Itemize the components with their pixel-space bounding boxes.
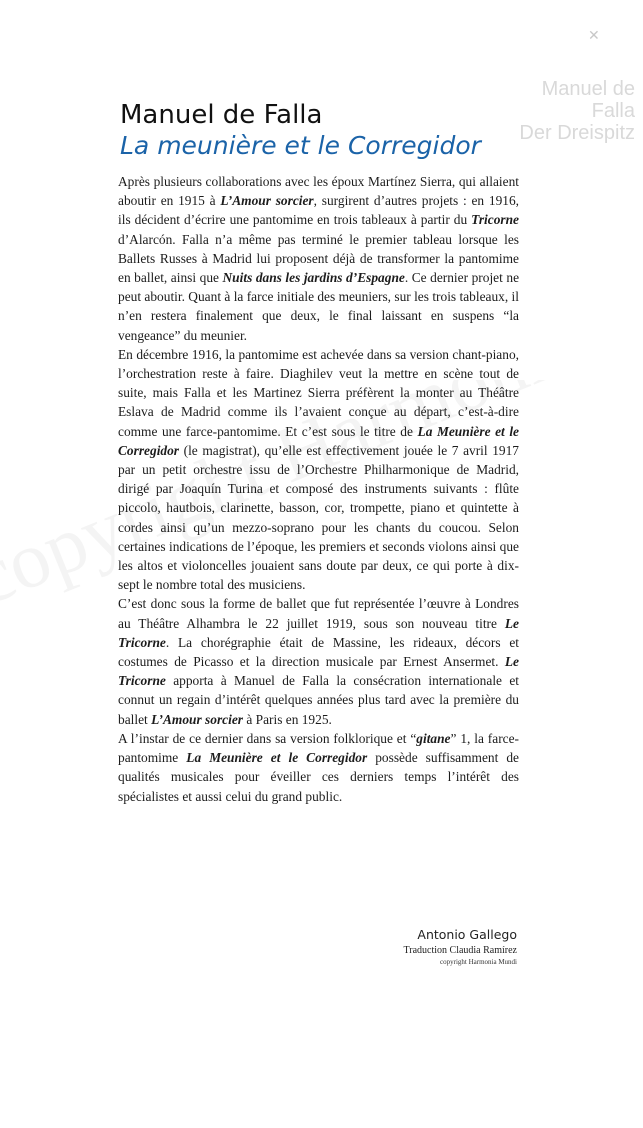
- emphasized-title: La Meunière et le Corregidor: [118, 423, 519, 458]
- text-run: C’est donc sous la forme de ballet que fut représentée l’œuvre à Londres au Théâtre Alhambra le 22 juillet 1919, sous son nouveau titre: [118, 596, 519, 631]
- text-run: . Ce dernier projet ne peut aboutir. Quant à la farce initiale des meuniers, sur les trois tableaux, il n’en restera finalement que deux, le final laissant en suspens “la vengeance” du meunier.: [118, 270, 520, 343]
- emphasized-title: Le Tricorne: [118, 654, 519, 689]
- emphasized-title: gitane: [416, 730, 451, 746]
- signature-block: [300, 926, 517, 967]
- text-run: possède suffisamment de qualités musicales pour éveiller ces derniers temps l’intérêt des spécialistes et aussi celui du grand public.: [118, 750, 519, 804]
- emphasized-title: Le Tricorne: [118, 615, 519, 650]
- body-paragraph: [118, 172, 519, 345]
- text-run: d’Alarcón. Falla n’a même pas terminé le premier tableau lorsque les Ballets Russes à Madrid lui proposent déjà de transformer la pantomime en ballet, ainsi que: [118, 231, 519, 286]
- emphasized-title: La Meunière et le Corregidor: [186, 750, 368, 766]
- emphasized-title: Nuits dans les jardins d’Espagne: [222, 270, 405, 286]
- author-name: Antonio Gallego: [417, 927, 517, 942]
- text-run: En décembre 1916, la pantomime est achevée dans sa version chant-piano, l’orchestration reste à faire. Diaghilev veut la mettre en scène tout de suite, mais Falla et les Martinez Sierra préfèrent la monter au Théâtre Eslava de Madrid comme ils l’avaient conçue au départ, c’est-à-dire comme une farce-pantomime. Et c’est sous le titre de: [118, 346, 519, 439]
- text-run: . La chorégraphie était de Massine, les rideaux, décors et costumes de Picasso et la direction musicale par Ernest Ansermet.: [118, 634, 519, 670]
- article-header: [120, 100, 540, 162]
- text-run: , surgirent d’autres projets : en 1916, ils décident d’écrire une pantomime en trois tableaux à partir du: [118, 193, 519, 228]
- emphasized-title: Tricorne: [471, 212, 519, 228]
- copyright-notice: copyright Harmonia Mundi: [440, 958, 517, 966]
- text-run: à Paris en 1925.: [242, 711, 332, 727]
- text-run: (le magistrat), qu’elle est effectivement jouée le 7 avril 1917 par un petit orchestre issu de l’Orchestre Philharmonique de Madrid, dirigé par Joaquín Turina et composé des instruments suivants : flûte piccolo, hautbois, clarinette, basson, cor, trompette, piano et quintette à cordes ainsi qu’un mezzo-soprano pour les chants du coucou. Selon certaines indications de l’époque, les premiers et seconds violons ainsi que les altos et violoncelles jouaient sans doute par deux, ce qui porte à dix-sept le nombre total des musiciens.: [118, 442, 519, 593]
- corner-mark-icon: ✕: [588, 29, 600, 44]
- text-run: apporta à Manuel de Falla la consécration internationale et connut un regain d’intérêt quelques années plus tard avec la première du ballet: [118, 673, 519, 727]
- bleed-through-text: Manuel de Falla Der Dreispitz: [519, 78, 635, 144]
- emphasized-title: L’Amour sorcier: [220, 193, 314, 209]
- body-paragraph: [118, 594, 519, 728]
- emphasized-title: L’Amour sorcier: [151, 711, 243, 727]
- text-run: Après plusieurs collaborations avec les époux Martínez Sierra, qui allaient aboutir en 1915 à: [118, 174, 519, 209]
- article-body: [118, 172, 519, 806]
- work-title: La meunière et le Corregidor: [120, 131, 481, 160]
- text-run: ” 1, la farce-pantomime: [118, 730, 519, 766]
- text-run: A l’instar de ce dernier dans sa version folklorique et “: [118, 730, 417, 746]
- body-paragraph: [118, 345, 519, 595]
- composer-name: Manuel de Falla: [120, 100, 323, 130]
- translator-credit: Traduction Claudia Ramírez: [403, 945, 517, 956]
- body-paragraph: [118, 729, 519, 806]
